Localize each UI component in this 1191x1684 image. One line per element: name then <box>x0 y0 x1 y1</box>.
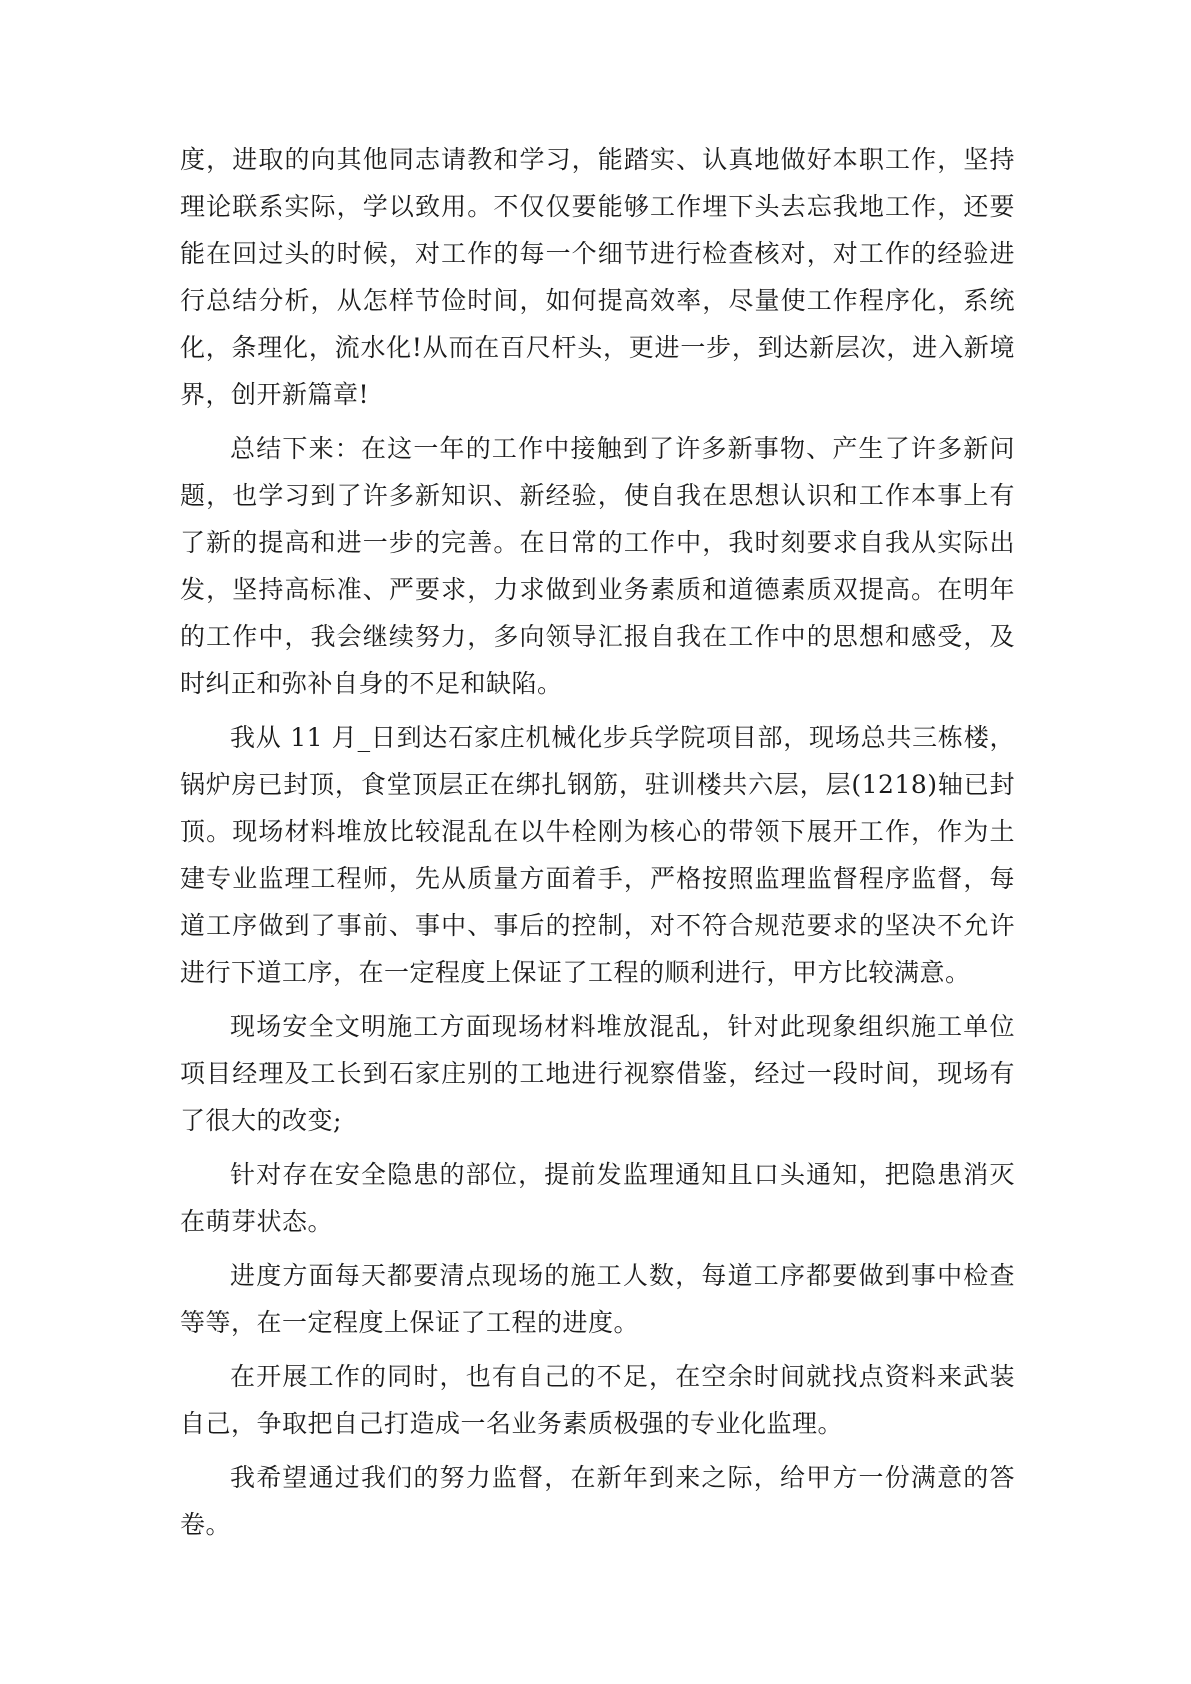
paragraph-hazard: 针对存在安全隐患的部位，提前发监理通知且口头通知，把隐患消灭在萌芽状态。 <box>180 1160 1015 1236</box>
paragraph-shortcomings: 在开展工作的同时，也有自己的不足，在空余时间就找点资料来武装自己，争取把自己打造成一名业务素质极强的专业化监理。 <box>180 1362 1015 1438</box>
paragraph-summary: 总结下来：在这一年的工作中接触到了许多新事物、产生了许多新问题，也学习到了许多新知识、新经验，使自我在思想认识和工作本事上有了新的提高和进一步的完善。在日常的工作中，我时刻要求自我从实际出发，坚持高标准、严要求，力求做到业务素质和道德素质双提高。在明年的工作中，我会继续努力，多向领导汇报自我在工作中的思想和感受，及时纠正和弥补自身的不足和缺陷。 <box>180 434 1015 698</box>
paragraph-closing: 我希望通过我们的努力监督，在新年到来之际，给甲方一份满意的答卷。 <box>180 1463 1015 1539</box>
paragraph-continued: 度，进取的向其他同志请教和学习，能踏实、认真地做好本职工作，坚持理论联系实际，学以致用。不仅仅要能够工作埋下头去忘我地工作，还要能在回过头的时候，对工作的每一个细节进行检查核对，对工作的经验进行总结分析，从怎样节俭时间，如何提高效率，尽量使工作程序化，系统化，条理化，流水化!从而在百尺杆头，更进一步，到达新层次，进入新境界，创开新篇章! <box>180 145 1015 409</box>
document-body <box>180 136 1015 1555</box>
paragraph-progress: 进度方面每天都要清点现场的施工人数，每道工序都要做到事中检查等等，在一定程度上保证了工程的进度。 <box>180 1261 1015 1337</box>
paragraph-project: 我从 11 月_日到达石家庄机械化步兵学院项目部，现场总共三栋楼，锅炉房已封顶，食堂顶层正在绑扎钢筋，驻训楼共六层，层(1218)轴已封顶。现场材料堆放比较混乱在以牛栓刚为核心的带领下展开工作，作为土建专业监理工程师，先从质量方面着手，严格按照监理监督程序监督，每道工序做到了事前、事中、事后的控制，对不符合规范要求的坚决不允许进行下道工序，在一定程度上保证了工程的顺利进行，甲方比较满意。 <box>180 723 1015 987</box>
paragraph-safety: 现场安全文明施工方面现场材料堆放混乱，针对此现象组织施工单位项目经理及工长到石家庄别的工地进行视察借鉴，经过一段时间，现场有了很大的改变; <box>180 1012 1015 1135</box>
